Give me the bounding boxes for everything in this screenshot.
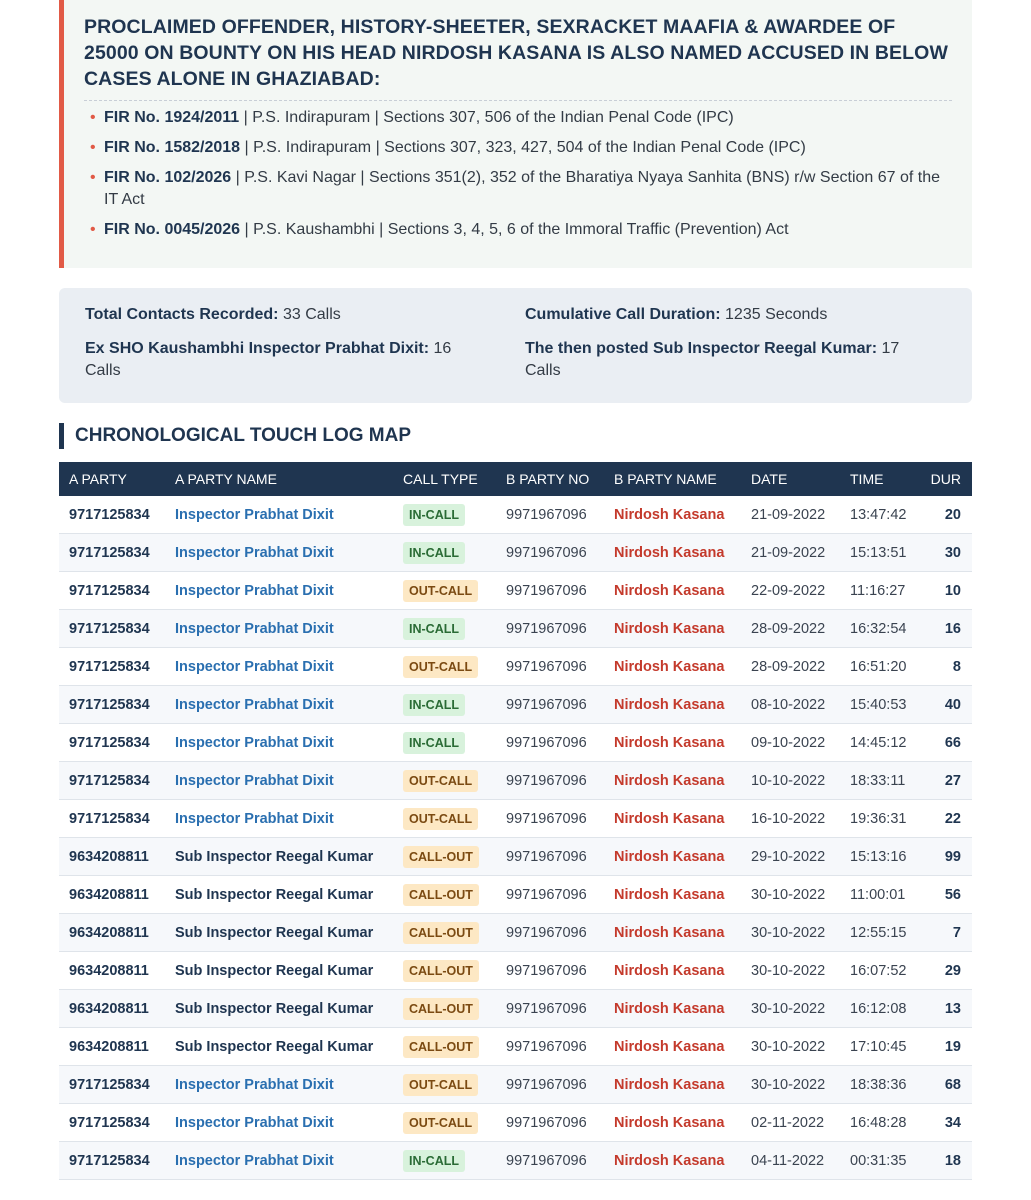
cell-a-party: 9717125834 xyxy=(59,1104,165,1142)
call-type-badge: OUT-CALL xyxy=(403,808,478,830)
cell-b-party-name: Nirdosh Kasana xyxy=(604,1142,741,1180)
cell-a-party-name: Inspector Prabhat Dixit xyxy=(165,724,393,762)
cell-date: 30-10-2022 xyxy=(741,952,840,990)
cell-date: 21-09-2022 xyxy=(741,496,840,534)
stat-sho-calls xyxy=(85,338,485,382)
header-date: DATE xyxy=(741,462,840,496)
cell-a-party-name: Inspector Prabhat Dixit xyxy=(165,1066,393,1104)
cell-a-party-name: Inspector Prabhat Dixit xyxy=(165,534,393,572)
call-summary-box xyxy=(59,288,972,403)
cell-call-type xyxy=(393,534,496,572)
cell-b-party-name: Nirdosh Kasana xyxy=(604,686,741,724)
call-type-badge: OUT-CALL xyxy=(403,1074,478,1096)
cell-time: 12:55:15 xyxy=(840,914,915,952)
cell-b-party-no: 9971967096 xyxy=(496,686,604,724)
cell-b-party-name: Nirdosh Kasana xyxy=(604,496,741,534)
cell-a-party: 9717125834 xyxy=(59,1066,165,1104)
cell-date: 08-10-2022 xyxy=(741,686,840,724)
cell-call-type xyxy=(393,1028,496,1066)
cell-time: 17:10:45 xyxy=(840,1028,915,1066)
fir-item xyxy=(102,219,952,241)
call-type-badge: OUT-CALL xyxy=(403,1112,478,1134)
cell-b-party-no: 9971967096 xyxy=(496,572,604,610)
cell-a-party: 9634208811 xyxy=(59,914,165,952)
cell-duration: 68 xyxy=(915,1066,972,1104)
cell-b-party-no: 9971967096 xyxy=(496,1066,604,1104)
cell-b-party-name: Nirdosh Kasana xyxy=(604,534,741,572)
cell-time: 16:51:20 xyxy=(840,648,915,686)
cell-call-type xyxy=(393,686,496,724)
cell-a-party: 9634208811 xyxy=(59,876,165,914)
cell-b-party-name: Nirdosh Kasana xyxy=(604,572,741,610)
cell-call-type xyxy=(393,1066,496,1104)
fir-details: | P.S. Indirapuram | Sections 307, 323, 427, 504 of the Indian Penal Code (IPC) xyxy=(240,139,806,156)
cell-duration: 29 xyxy=(915,952,972,990)
cell-call-type xyxy=(393,610,496,648)
cell-call-type xyxy=(393,572,496,610)
table-header-row xyxy=(59,462,972,496)
cell-a-party-name: Inspector Prabhat Dixit xyxy=(165,686,393,724)
cell-b-party-no: 9971967096 xyxy=(496,610,604,648)
stat-label: Total Contacts Recorded: xyxy=(85,306,279,323)
table-row xyxy=(59,724,972,762)
call-type-badge: IN-CALL xyxy=(403,1150,465,1172)
cell-b-party-no: 9971967096 xyxy=(496,1028,604,1066)
cell-date: 28-09-2022 xyxy=(741,648,840,686)
cell-call-type xyxy=(393,952,496,990)
header-b-party-name: B PARTY NAME xyxy=(604,462,741,496)
cell-a-party: 9717125834 xyxy=(59,534,165,572)
cell-time: 19:36:31 xyxy=(840,800,915,838)
cell-b-party-no: 9971967096 xyxy=(496,800,604,838)
cell-b-party-name: Nirdosh Kasana xyxy=(604,724,741,762)
call-type-badge: IN-CALL xyxy=(403,732,465,754)
cell-call-type xyxy=(393,1142,496,1180)
cell-b-party-no: 9971967096 xyxy=(496,1142,604,1180)
call-type-badge: CALL-OUT xyxy=(403,998,479,1020)
table-row xyxy=(59,914,972,952)
call-type-badge: IN-CALL xyxy=(403,542,465,564)
cell-duration: 18 xyxy=(915,1142,972,1180)
cell-call-type xyxy=(393,724,496,762)
cell-a-party: 9634208811 xyxy=(59,990,165,1028)
cell-b-party-name: Nirdosh Kasana xyxy=(604,610,741,648)
cell-duration: 13 xyxy=(915,990,972,1028)
cell-b-party-no: 9971967096 xyxy=(496,648,604,686)
cell-time: 16:12:08 xyxy=(840,990,915,1028)
header-duration: DUR xyxy=(915,462,972,496)
cell-a-party-name: Sub Inspector Reegal Kumar xyxy=(165,952,393,990)
cell-call-type xyxy=(393,990,496,1028)
stat-label: Ex SHO Kaushambhi Inspector Prabhat Dixit: xyxy=(85,340,430,357)
table-row xyxy=(59,1028,972,1066)
fir-item xyxy=(102,167,952,211)
fir-number: FIR No. 1924/2011 xyxy=(104,109,240,126)
cell-a-party-name: Inspector Prabhat Dixit xyxy=(165,572,393,610)
table-row xyxy=(59,686,972,724)
stat-label: Cumulative Call Duration: xyxy=(525,306,721,323)
stat-label: The then posted Sub Inspector Reegal Kumar: xyxy=(525,340,878,357)
table-row xyxy=(59,534,972,572)
touch-log-table xyxy=(59,462,972,1180)
cell-call-type xyxy=(393,914,496,952)
cell-b-party-name: Nirdosh Kasana xyxy=(604,648,741,686)
cell-b-party-name: Nirdosh Kasana xyxy=(604,990,741,1028)
table-row xyxy=(59,572,972,610)
cell-a-party: 9717125834 xyxy=(59,572,165,610)
cell-a-party: 9717125834 xyxy=(59,686,165,724)
cell-time: 15:40:53 xyxy=(840,686,915,724)
cell-a-party-name: Inspector Prabhat Dixit xyxy=(165,496,393,534)
cell-duration: 16 xyxy=(915,610,972,648)
cell-time: 13:47:42 xyxy=(840,496,915,534)
cell-duration: 30 xyxy=(915,534,972,572)
table-row xyxy=(59,838,972,876)
table-row xyxy=(59,1142,972,1180)
cell-call-type xyxy=(393,1104,496,1142)
cell-b-party-name: Nirdosh Kasana xyxy=(604,838,741,876)
cell-duration: 56 xyxy=(915,876,972,914)
cell-b-party-no: 9971967096 xyxy=(496,914,604,952)
cell-duration: 99 xyxy=(915,838,972,876)
cell-duration: 7 xyxy=(915,914,972,952)
cell-b-party-name: Nirdosh Kasana xyxy=(604,876,741,914)
stat-cumulative-duration xyxy=(525,304,945,326)
header-b-party-no: B PARTY NO xyxy=(496,462,604,496)
fir-item xyxy=(102,107,952,129)
cell-duration: 40 xyxy=(915,686,972,724)
header-a-party: A PARTY xyxy=(59,462,165,496)
table-body xyxy=(59,496,972,1180)
table-row xyxy=(59,800,972,838)
cell-b-party-no: 9971967096 xyxy=(496,838,604,876)
stat-value: 17 Calls xyxy=(525,340,900,379)
cell-b-party-name: Nirdosh Kasana xyxy=(604,1066,741,1104)
cell-a-party: 9717125834 xyxy=(59,1142,165,1180)
table-row xyxy=(59,762,972,800)
cell-a-party-name: Inspector Prabhat Dixit xyxy=(165,1104,393,1142)
cell-a-party-name: Sub Inspector Reegal Kumar xyxy=(165,990,393,1028)
cell-time: 00:31:35 xyxy=(840,1142,915,1180)
fir-details: | P.S. Indirapuram | Sections 307, 506 of the Indian Penal Code (IPC) xyxy=(239,109,734,126)
table-row xyxy=(59,1104,972,1142)
cell-a-party: 9717125834 xyxy=(59,496,165,534)
cell-b-party-no: 9971967096 xyxy=(496,724,604,762)
header-call-type: CALL TYPE xyxy=(393,462,496,496)
cell-call-type xyxy=(393,876,496,914)
cell-duration: 8 xyxy=(915,648,972,686)
call-type-badge: OUT-CALL xyxy=(403,770,478,792)
cell-time: 16:07:52 xyxy=(840,952,915,990)
cell-call-type xyxy=(393,496,496,534)
cell-time: 14:45:12 xyxy=(840,724,915,762)
cell-date: 30-10-2022 xyxy=(741,914,840,952)
fir-list xyxy=(84,107,952,241)
cell-date: 04-11-2022 xyxy=(741,1142,840,1180)
call-type-badge: IN-CALL xyxy=(403,618,465,640)
table-row xyxy=(59,648,972,686)
section-title: CHRONOLOGICAL TOUCH LOG MAP xyxy=(59,423,411,449)
cell-call-type xyxy=(393,762,496,800)
cell-duration: 22 xyxy=(915,800,972,838)
cell-duration: 34 xyxy=(915,1104,972,1142)
cell-date: 09-10-2022 xyxy=(741,724,840,762)
cell-duration: 10 xyxy=(915,572,972,610)
cell-call-type xyxy=(393,800,496,838)
cell-a-party: 9717125834 xyxy=(59,762,165,800)
stat-total-contacts xyxy=(85,304,485,326)
cell-b-party-no: 9971967096 xyxy=(496,496,604,534)
cell-b-party-no: 9971967096 xyxy=(496,534,604,572)
stat-si-calls xyxy=(525,338,925,382)
cell-b-party-no: 9971967096 xyxy=(496,990,604,1028)
cell-b-party-name: Nirdosh Kasana xyxy=(604,914,741,952)
call-type-badge: IN-CALL xyxy=(403,504,465,526)
cell-a-party: 9717125834 xyxy=(59,610,165,648)
stat-value: 1235 Seconds xyxy=(720,306,828,323)
fir-number: FIR No. 102/2026 xyxy=(104,169,232,186)
cell-a-party: 9634208811 xyxy=(59,1028,165,1066)
cell-date: 29-10-2022 xyxy=(741,838,840,876)
cell-call-type xyxy=(393,648,496,686)
cell-a-party-name: Inspector Prabhat Dixit xyxy=(165,648,393,686)
cell-date: 16-10-2022 xyxy=(741,800,840,838)
cell-b-party-name: Nirdosh Kasana xyxy=(604,1028,741,1066)
alert-heading: PROCLAIMED OFFENDER, HISTORY-SHEETER, SEXRACKET MAAFIA & AWARDEE OF 25000 ON BOUNTY ON HIS HEAD NIRDOSH KASANA IS ALSO NAMED ACCUSED IN BELOW CASES ALONE IN GHAZIABAD: xyxy=(84,16,948,90)
cell-a-party-name: Sub Inspector Reegal Kumar xyxy=(165,876,393,914)
stat-value: 16 Calls xyxy=(85,340,452,379)
table-row xyxy=(59,876,972,914)
table-row xyxy=(59,610,972,648)
table-row xyxy=(59,952,972,990)
cell-duration: 19 xyxy=(915,1028,972,1066)
cell-call-type xyxy=(393,838,496,876)
cell-time: 15:13:16 xyxy=(840,838,915,876)
cell-time: 15:13:51 xyxy=(840,534,915,572)
accused-alert-box xyxy=(59,0,972,268)
cell-date: 21-09-2022 xyxy=(741,534,840,572)
fir-details: | P.S. Kavi Nagar | Sections 351(2), 352 of the Bharatiya Nyaya Sanhita (BNS) r/w Section 67 of the IT Act xyxy=(104,169,941,208)
cell-b-party-name: Nirdosh Kasana xyxy=(604,762,741,800)
cell-duration: 20 xyxy=(915,496,972,534)
call-type-badge: CALL-OUT xyxy=(403,846,479,868)
header-time: TIME xyxy=(840,462,915,496)
table-row xyxy=(59,496,972,534)
fir-details: | P.S. Kaushambhi | Sections 3, 4, 5, 6 of the Immoral Traffic (Prevention) Act xyxy=(240,221,789,238)
cell-date: 10-10-2022 xyxy=(741,762,840,800)
cell-time: 16:48:28 xyxy=(840,1104,915,1142)
call-type-badge: CALL-OUT xyxy=(403,922,479,944)
cell-a-party: 9634208811 xyxy=(59,952,165,990)
cell-duration: 27 xyxy=(915,762,972,800)
cell-time: 11:00:01 xyxy=(840,876,915,914)
cell-b-party-name: Nirdosh Kasana xyxy=(604,952,741,990)
cell-b-party-no: 9971967096 xyxy=(496,952,604,990)
cell-b-party-no: 9971967096 xyxy=(496,762,604,800)
cell-a-party: 9717125834 xyxy=(59,800,165,838)
cell-b-party-no: 9971967096 xyxy=(496,1104,604,1142)
cell-time: 16:32:54 xyxy=(840,610,915,648)
table-row xyxy=(59,1066,972,1104)
cell-a-party-name: Sub Inspector Reegal Kumar xyxy=(165,1028,393,1066)
call-type-badge: OUT-CALL xyxy=(403,580,478,602)
cell-time: 11:16:27 xyxy=(840,572,915,610)
header-a-party-name: A PARTY NAME xyxy=(165,462,393,496)
cell-time: 18:33:11 xyxy=(840,762,915,800)
cell-a-party: 9717125834 xyxy=(59,724,165,762)
cell-duration: 66 xyxy=(915,724,972,762)
cell-a-party-name: Sub Inspector Reegal Kumar xyxy=(165,914,393,952)
fir-item xyxy=(102,137,952,159)
cell-date: 30-10-2022 xyxy=(741,990,840,1028)
cell-a-party: 9717125834 xyxy=(59,648,165,686)
cell-a-party: 9634208811 xyxy=(59,838,165,876)
cell-date: 30-10-2022 xyxy=(741,1028,840,1066)
cell-date: 30-10-2022 xyxy=(741,876,840,914)
cell-date: 02-11-2022 xyxy=(741,1104,840,1142)
call-type-badge: OUT-CALL xyxy=(403,656,478,678)
call-type-badge: CALL-OUT xyxy=(403,1036,479,1058)
stat-value: 33 Calls xyxy=(278,306,341,323)
cell-a-party-name: Inspector Prabhat Dixit xyxy=(165,800,393,838)
fir-number: FIR No. 0045/2026 xyxy=(104,221,241,238)
cell-a-party-name: Inspector Prabhat Dixit xyxy=(165,762,393,800)
cell-b-party-name: Nirdosh Kasana xyxy=(604,800,741,838)
table-row xyxy=(59,990,972,1028)
cell-date: 30-10-2022 xyxy=(741,1066,840,1104)
cell-a-party-name: Inspector Prabhat Dixit xyxy=(165,610,393,648)
cell-a-party-name: Inspector Prabhat Dixit xyxy=(165,1142,393,1180)
call-type-badge: CALL-OUT xyxy=(403,960,479,982)
call-type-badge: CALL-OUT xyxy=(403,884,479,906)
cell-a-party-name: Sub Inspector Reegal Kumar xyxy=(165,838,393,876)
dashed-divider xyxy=(84,100,952,101)
cell-date: 28-09-2022 xyxy=(741,610,840,648)
cell-date: 22-09-2022 xyxy=(741,572,840,610)
cell-b-party-no: 9971967096 xyxy=(496,876,604,914)
fir-number: FIR No. 1582/2018 xyxy=(104,139,241,156)
cell-time: 18:38:36 xyxy=(840,1066,915,1104)
call-type-badge: IN-CALL xyxy=(403,694,465,716)
cell-b-party-name: Nirdosh Kasana xyxy=(604,1104,741,1142)
